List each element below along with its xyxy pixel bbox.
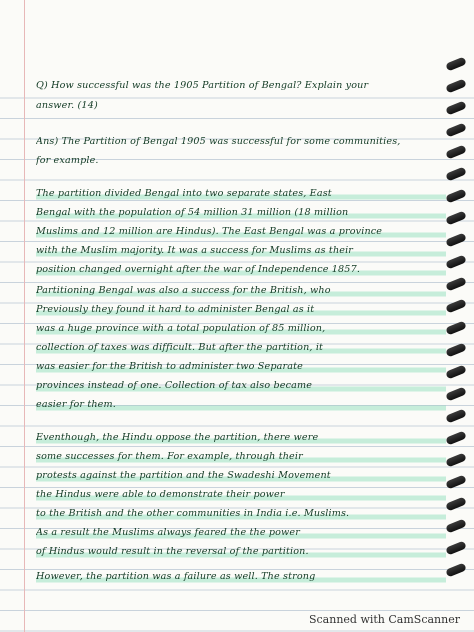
binding-ring (445, 211, 467, 226)
binding-ring (445, 277, 467, 292)
binding-ring (445, 519, 467, 534)
scanner-watermark: Scanned with CamScanner (308, 613, 460, 626)
spiral-binding (444, 60, 466, 580)
paragraph-line: the Hindus were able to demonstrate their power (36, 489, 446, 501)
binding-ring (445, 431, 467, 446)
binding-ring (445, 255, 467, 270)
paragraph-line: was easier for the British to administer two Separate (36, 361, 446, 373)
binding-ring (445, 299, 467, 314)
paragraph-line: to the British and the other communities in India i.e. Muslims. (36, 508, 446, 520)
paragraph-line: However, the partition was a failure as well. The strong (36, 571, 446, 583)
paragraph-line: The partition divided Bengal into two separate states, East (36, 188, 446, 200)
binding-ring (445, 233, 467, 248)
binding-ring (445, 167, 467, 182)
paragraph-line: was a huge province with a total population of 85 million, (36, 323, 446, 335)
binding-ring (445, 321, 467, 336)
paragraph-line: As a result the Muslims always feared the the power (36, 527, 446, 539)
paragraph-line: Previously they found it hard to administer Bengal as it (36, 304, 446, 316)
binding-ring (445, 343, 467, 358)
binding-ring (445, 145, 467, 160)
paragraph-line: protests against the partition and the Swadeshi Movement (36, 470, 446, 482)
paragraph-line: Partitioning Bengal was also a success for the British, who (36, 285, 446, 297)
binding-ring (445, 365, 467, 380)
binding-ring (445, 563, 467, 578)
binding-ring (445, 123, 467, 138)
paragraph-line: Bengal with the population of 54 million 31 million (18 million (36, 207, 446, 219)
answer-intro-line: for example. (36, 155, 99, 166)
binding-ring (445, 475, 467, 490)
question-line: Q) How successful was the 1905 Partition of Bengal? Explain your (36, 80, 369, 91)
answer-intro-line: Ans) The Partition of Bengal 1905 was successful for some communities, (36, 136, 401, 147)
paragraph-line: easier for them. (36, 399, 446, 411)
paragraph-line: some successes for them. For example, through their (36, 451, 446, 463)
binding-ring (445, 101, 467, 116)
paragraph-line: of Hindus would result in the reversal of the partition. (36, 546, 446, 558)
binding-ring (445, 79, 467, 94)
paragraph-line: position changed overnight after the war of Independence 1857. (36, 264, 446, 276)
binding-ring (445, 497, 467, 512)
paragraph-line: Eventhough, the Hindu oppose the partition, there were (36, 432, 446, 444)
page-top-margin (0, 0, 474, 78)
paragraph-line: Muslims and 12 million are Hindus). The East Bengal was a province (36, 226, 446, 238)
binding-ring (445, 189, 467, 204)
paragraph-line: with the Muslim majority. It was a success for Muslims as their (36, 245, 446, 257)
binding-ring (445, 541, 467, 556)
binding-ring (445, 409, 467, 424)
margin-line (24, 0, 25, 632)
binding-ring (445, 453, 467, 468)
paragraph-line: collection of taxes was difficult. But after the partition, it (36, 342, 446, 354)
paragraph-line: provinces instead of one. Collection of tax also became (36, 380, 446, 392)
binding-ring (445, 387, 467, 402)
question-line: answer. (14) (36, 100, 98, 111)
